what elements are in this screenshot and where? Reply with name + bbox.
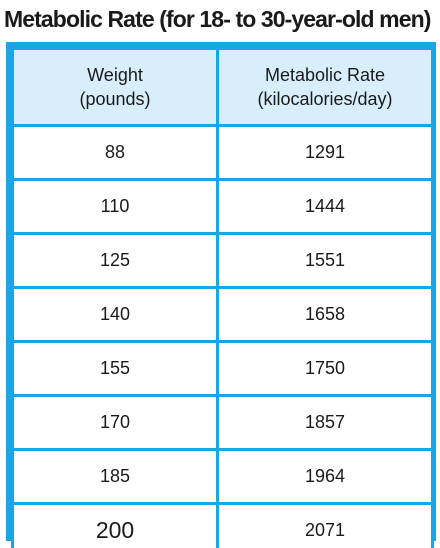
- rate-cell: 1964: [218, 450, 433, 504]
- rate-cell: 2071: [218, 504, 433, 548]
- column-header-weight-line2: (pounds): [79, 89, 151, 109]
- table-row: [13, 234, 433, 288]
- metabolic-rate-table: [11, 47, 434, 548]
- weight-cell: 200: [13, 504, 218, 548]
- page-title: Metabolic Rate (for 18- to 30-year-old men): [4, 6, 431, 32]
- weight-cell: 170: [13, 396, 218, 450]
- rate-cell: 1291: [218, 126, 433, 180]
- table-row: [13, 126, 433, 180]
- table-row: [13, 504, 433, 548]
- rate-cell: 1750: [218, 342, 433, 396]
- table-row: [13, 342, 433, 396]
- weight-cell: 110: [13, 180, 218, 234]
- column-header-rate-line2: (kilocalories/day): [257, 89, 393, 109]
- rate-cell: 1658: [218, 288, 433, 342]
- table-row: [13, 180, 433, 234]
- weight-cell: 88: [13, 126, 218, 180]
- table-header-row: [13, 49, 433, 126]
- rate-cell: 1444: [218, 180, 433, 234]
- rate-cell: 1551: [218, 234, 433, 288]
- weight-cell: 125: [13, 234, 218, 288]
- column-header-rate-line1: Metabolic Rate: [264, 65, 386, 85]
- column-header-metabolic-rate: [218, 49, 433, 126]
- table-row: [13, 450, 433, 504]
- column-header-weight-line1: Weight: [87, 65, 143, 85]
- weight-cell: 155: [13, 342, 218, 396]
- rate-cell: 1857: [218, 396, 433, 450]
- table-row: [13, 396, 433, 450]
- column-header-weight: [13, 49, 218, 126]
- table-row: [13, 288, 433, 342]
- weight-cell: 140: [13, 288, 218, 342]
- weight-cell: 185: [13, 450, 218, 504]
- table-frame: [6, 42, 436, 541]
